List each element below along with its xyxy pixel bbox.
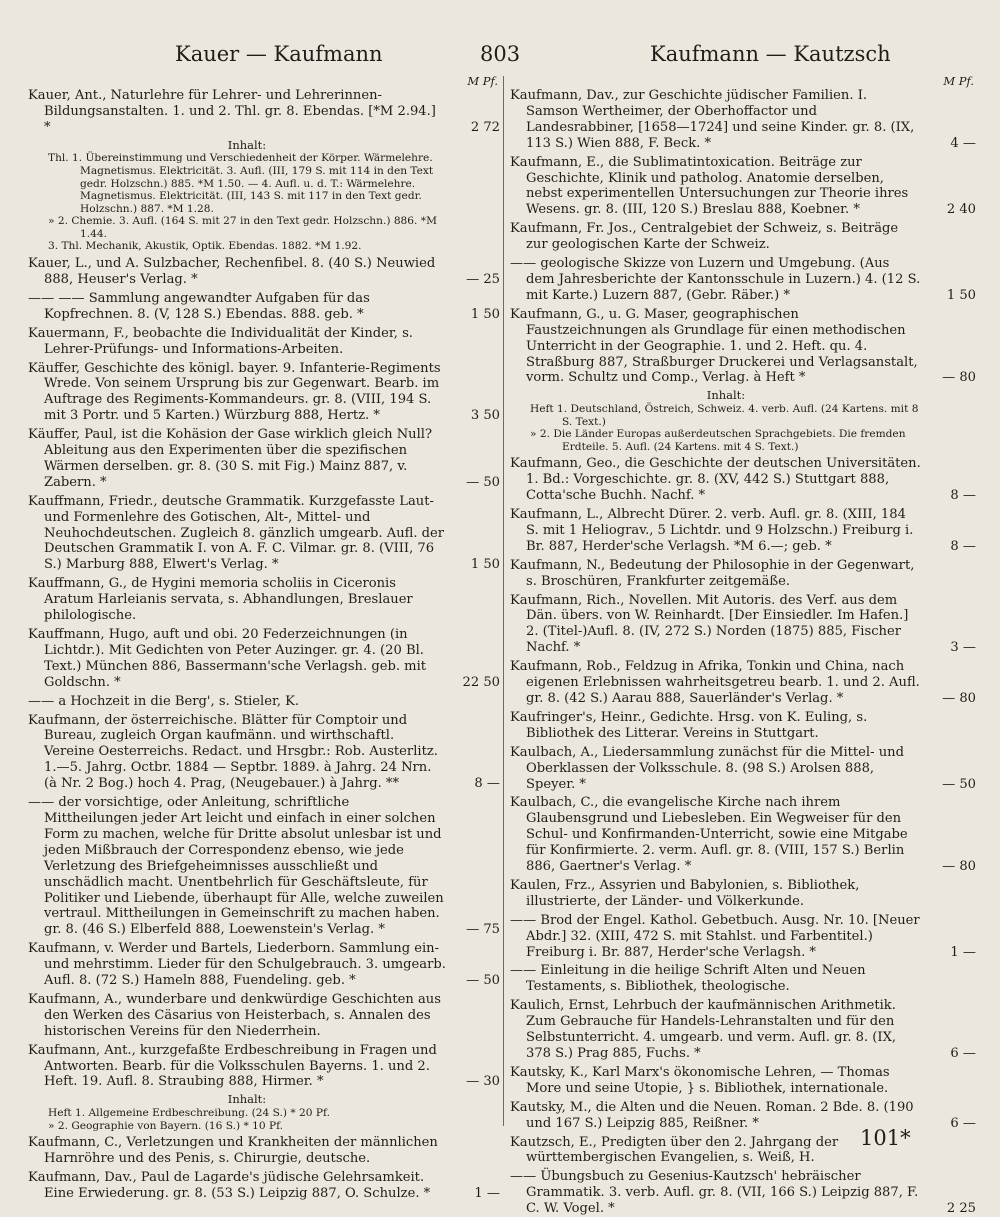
catalog-entry [28, 627, 500, 691]
entry-text: —— geologische Skizze von Luzern und Umgebung. (Aus dem Jahresberichte der Kantonsschule in Luzern.) 4. (12 S. mit Karte.) Luzern 887, (Gebr. Räber.) * [510, 256, 921, 303]
catalog-entry [28, 1170, 500, 1202]
entry-price: — 75 [466, 922, 500, 938]
catalog-entry [510, 507, 976, 555]
catalog-entry [28, 1135, 500, 1167]
signature-mark: 101* [860, 1126, 911, 1150]
column-divider [503, 76, 504, 1126]
entry-price: — 30 [466, 1074, 500, 1090]
entry-text: Kaufmann, G., u. G. Maser, geographischen Faustzeichnungen als Grundlage für einen methodischen Unterricht in der Geographie. 1. und 2. Heft. qu. 4. Straßburg 887, Straßburger Druckerei und Verlagsanstalt, vorm. Schultz und Comp., Verlag. à Heft * [510, 306, 918, 386]
currency-label: M Pf. [943, 74, 974, 88]
entry-text: Kaufmann, der österreichische. Blätter für Comptoir und Bureau, zugleich Organ kaufmänn. und wirthschaftl. Vereine Oesterreichs. Redact. und Hrsgbr.: Rob. Austerlitz. 1.—5. Jahrg. Octbr. 1884 — Septbr. 1889. à Jahrg. 24 Nrn. (à Nr. 2 Bog.) hoch 4. Prag, (Neugebauer.) à Jahrg. ** [28, 712, 438, 792]
entry-text: Kauffmann, G., de Hygini memoria scholiis in Ciceronis Aratum Harleianis servata, s. Abhandlungen, Breslauer philologische. [28, 576, 413, 624]
contents-heading: Inhalt: [227, 137, 267, 152]
left-column [28, 74, 500, 1201]
catalog-entry [28, 291, 500, 323]
catalog-entry [510, 456, 976, 504]
page-number: 803 [480, 42, 521, 66]
entry-text: Kaulbach, C., die evangelische Kirche nach ihrem Glaubensgrund und Liebesleben. Ein Wegweiser für den Schul- und Konfirmanden-Unterricht, sowie eine Mitgabe für Konfirmierte. 2. verm. Aufl. gr. 8. (VIII, 157 S.) Berlin 886, Gaertner's Verlag. * [510, 795, 908, 875]
catalog-entry [28, 256, 500, 288]
entry-text: Kauer, L., und A. Sulzbacher, Rechenfibel. 8. (40 S.) Neuwied 888, Heuser's Verlag. * [28, 256, 436, 287]
catalog-entry [510, 963, 976, 995]
entry-text: —— —— Sammlung angewandter Aufgaben für das Kopfrechnen. 8. (V, 128 S.) Ebendas. 888. geb. * [28, 290, 370, 322]
entry-text: Kaufmann, E., die Sublimatintoxication. Beiträge zur Geschichte, Klinik und patholog. Anatomie derselben, nebst experimentellen Untersuchungen zur Theorie ihres Wesens. gr. 8. (III, 120 S.) Breslau 888, Koebner. * [510, 154, 909, 218]
header-left: Kauer — Kaufmann [175, 42, 383, 66]
entry-price: 1 — [950, 944, 976, 960]
catalog-entry [28, 941, 500, 989]
contents-row: » 2. Chemie. 3. Aufl. (164 S. mit 27 in den Text gedr. Holzschn.) 886. *M 1.44. [48, 215, 437, 240]
catalog-entry [510, 307, 976, 387]
entry-price: 8 — [950, 488, 976, 504]
contents-row: Heft 1. Allgemeine Erdbeschreibung. (24 S.) * 20 Pf. [48, 1106, 330, 1119]
entry-text: Kaufmann, Geo., die Geschichte der deutschen Universitäten. 1. Bd.: Vorgeschichte. gr. 8. (XV, 442 S.) Stuttgart 888, Cotta'sche Buchh. Nachf. * [510, 456, 921, 504]
entry-price: 2 40 [946, 202, 976, 218]
entry-price: — 50 [466, 474, 500, 490]
entry-text: Kaufmann, L., Albrecht Dürer. 2. verb. Aufl. gr. 8. (XIII, 184 S. mit 1 Heliograv., 5 Lichtdr. und 9 Holzschn.) Freiburg i. Br. 887, Herder'sche Verlagsh. *M 6.—; geb. * [510, 507, 914, 554]
entry-price: 1 50 [946, 287, 976, 303]
catalog-entry [510, 795, 976, 875]
entry-price: — 80 [942, 370, 976, 386]
entry-text: Kaufmann, Dav., Paul de Lagarde's jüdische Gelehrsamkeit. Eine Erwiederung. gr. 8. (53 S.) Leipzig 887, O. Schulze. * [28, 1169, 431, 1201]
entry-text: Kautsky, M., die Alten und die Neuen. Roman. 2 Bde. 8. (190 und 167 S.) Leipzig 885, Reißner. * [510, 1099, 914, 1131]
catalog-entry [510, 88, 976, 152]
catalog-entry [28, 88, 500, 136]
entry-text: Kaulbach, A., Liedersammlung zunächst für die Mittel- und Oberklassen der Volksschule. 8. (98 S.) Arolsen 888, Speyer. * [510, 744, 904, 792]
catalog-entry [28, 992, 500, 1040]
entry-text: Kaufmann, C., Verletzungen und Krankheiten der männlichen Harnröhre und des Penis, s. Chirurgie, deutsche. [28, 1135, 438, 1167]
entry-text: Kautzsch, E., Predigten über den 2. Jahrgang der württembergischen Evangelien, s. Weiß, H. [510, 1134, 839, 1166]
catalog-entry [510, 155, 976, 219]
entry-price: 3 — [950, 640, 976, 656]
entry-price: 8 — [950, 538, 976, 554]
contents-block [510, 389, 976, 453]
entry-price: 1 50 [470, 306, 500, 322]
entry-text: Kauffmann, Friedr., deutsche Grammatik. Kurzgefasste Laut- und Formenlehre des Gotischen, Alt-, Mittel- und Neuhochdeutschen. Zugleich 8. gänzlich umgearb. Aufl. der Deutschen Grammatik I. von A. F. C. Vilmar. gr. 8. (VIII, 76 S.) Marburg 888, Elwert's Verlag. * [28, 493, 445, 573]
entry-text: Kaufmann, Fr. Jos., Centralgebiet der Schweiz, s. Beiträge zur geologischen Karte der Schweiz. [510, 221, 899, 253]
entry-text: Kaufmann, N., Bedeutung der Philosophie in der Gegenwart, s. Broschüren, Frankfurter zeitgemäße. [510, 557, 915, 589]
catalog-entry [28, 494, 500, 574]
entry-text: Kaufmann, Rob., Feldzug in Afrika, Tonkin und China, nach eigenen Erlebnissen wahrheitsgetreu bearb. 1. und 2. Aufl. gr. 8. (42 S.) Aarau 888, Sauerländer's Verlag. * [510, 659, 920, 706]
entry-price: 3 50 [470, 408, 500, 424]
entry-text: —— Übungsbuch zu Gesenius-Kautzsch' hebräischer Grammatik. 3. verb. Aufl. gr. 8. (VII, 166 S.) Leipzig 887, F. C. W. Vogel. * [510, 1169, 919, 1217]
entry-text: —— der vorsichtige, oder Anleitung, schriftliche Mittheilungen jeder Art leicht und einfach in einer solchen Form zu machen, welche für Dritte absolut unlesbar ist und jeden Mißbrauch der Correspondenz ebenso, wie jede Verletzung des Briefgeheimnisses ausschließt und unschädlich macht. Unentbehrlich für Geschäftsleute, für Politiker und Liebende, überhaupt für Alle, welche zuweilen vertraul. Mittheilungen in Gemeinschrift zu machen haben. gr. 8. (46 S.) Elberfeld 888, Loewenstein's Verlag. * [28, 795, 444, 938]
catalog-entry [510, 878, 976, 910]
entry-text: Kaufmann, Ant., kurzgefaßte Erdbeschreibung in Fragen und Antworten. Bearb. für die Volksschulen Bayerns. 1. und 2. Heft. 19. Aufl. 8. Straubing 888, Hirmer. * [28, 1042, 437, 1090]
entry-text: Kaulich, Ernst, Lehrbuch der kaufmännischen Arithmetik. Zum Gebrauche für Handels-Lehranstalten und für den Selbstunterricht. 4. umgearb. und verm. Aufl. gr. 8. (IX, 378 S.) Prag 885, Fuchs. * [510, 998, 897, 1061]
catalog-entry [510, 1065, 976, 1097]
contents-row: Thl. 1. Übereinstimmung und Verschiedenheit der Körper. Wärmelehre. Magnetismus. Elektricität. 3. Aufl. (III, 179 S. mit 114 in den Text gedr. Holzschn.) 885. *M 1.50. — 4. Aufl. u. d. T.: Wärmelehre. Magnetismus. Elektricität. (III, 143 S. mit 117 in den Text gedr. Holzschn.) 887. *M 1.28. [48, 152, 434, 215]
contents-row: Heft 1. Deutschland, Östreich, Schweiz. 4. verb. Aufl. (24 Kartens. mit 8 S. Text.) [530, 402, 919, 428]
catalog-entry [28, 326, 500, 358]
entry-text: Kaufmann, A., wunderbare und denkwürdige Geschichten aus den Werken des Cäsarius von Heisterbach, s. Annalen des historischen Vereins für den Niederrhein. [28, 991, 441, 1039]
catalog-entry [510, 593, 976, 657]
entry-text: Kauer, Ant., Naturlehre für Lehrer- und Lehrerinnen-Bildungsanstalten. 1. und 2. Thl. gr. 8. Ebendas. [*M 2.94.] * [28, 88, 436, 135]
catalog-entry [28, 427, 500, 491]
entry-text: —— Einleitung in die heilige Schrift Alten und Neuen Testaments, s. Bibliothek, theologische. [510, 963, 866, 995]
catalog-entry [510, 745, 976, 793]
catalog-entry [28, 795, 500, 938]
entry-text: Kauffmann, Hugo, auft und obi. 20 Federzeichnungen (in Lichtdr.). Mit Gedichten von Peter Auzinger. gr. 4. (20 Bl. Text.) München 886, Bassermann'sche Verlagsh. geb. mit Goldschn. * [28, 627, 427, 690]
entry-text: Kautsky, K., Karl Marx's ökonomische Lehren, — Thomas More und seine Utopie, } s. Bibliothek, internationale. [510, 1064, 890, 1096]
left-entries [28, 88, 500, 1202]
catalog-entry [510, 998, 976, 1062]
catalog-entry [510, 256, 976, 304]
entry-price: 2 72 [470, 119, 500, 135]
entry-text: Kaufmann, Dav., zur Geschichte jüdischer Familien. I. Samson Wertheimer, der Oberhoffactor und Landesrabbiner, [1658—1724] und seine Kinder. gr. 8. (IX, 113 S.) Wien 888, F. Beck. * [510, 88, 915, 151]
entry-text: Käuffer, Geschichte des königl. bayer. 9. Infanterie-Regiments Wrede. Von seinem Ursprung bis zur Gegenwart. Bearb. im Auftrage des Regiments-Kommandeurs. gr. 8. (VIII, 194 S. mit 3 Portr. und 5 Karten.) Würzburg 888, Hertz. * [28, 360, 441, 424]
entry-price: — 25 [466, 271, 500, 287]
contents-heading: Inhalt: [227, 1092, 267, 1107]
catalog-entry [510, 558, 976, 590]
catalog-entry [510, 1169, 976, 1217]
contents-block [28, 139, 500, 253]
header-right: Kaufmann — Kautzsch [650, 42, 891, 66]
currency-label: M Pf. [467, 74, 498, 88]
catalog-entry [510, 221, 976, 253]
entry-text: Kaulen, Frz., Assyrien und Babylonien, s. Bibliothek, illustrierte, der Länder- und Völkerkunde. [510, 877, 860, 909]
catalog-entry [28, 1043, 500, 1091]
entry-text: —— Brod der Engel. Kathol. Gebetbuch. Ausg. Nr. 10. [Neuer Abdr.] 32. (XIII, 472 S. mit Stahlst. und Farbentitel.) Freiburg i. Br. 887, Herder'sche Verlagsh. * [510, 912, 920, 960]
entry-price: 2 25 [946, 1201, 976, 1217]
contents-row: » 2. Geographie von Bayern. (16 S.) * 10 Pf. [48, 1119, 284, 1132]
entry-text: Kauermann, F., beobachte die Individualität der Kinder, s. Lehrer-Prüfungs- und Informations-Arbeiten. [28, 325, 413, 357]
entry-text: Kaufmann, Rich., Novellen. Mit Autoris. des Verf. aus dem Dän. übers. von W. Reinhardt. [Der Einsiedler. Im Hafen.] 2. (Titel-)Aufl. 8. (IV, 272 S.) Norden (1875) 885, Fischer Nachf. * [510, 592, 909, 656]
entry-price: — 50 [942, 776, 976, 792]
entry-price: 4 — [950, 135, 976, 151]
entry-text: Kaufringer's, Heinr., Gedichte. Hrsg. von K. Euling, s. Bibliothek des Litterar. Vereins in Stuttgart. [510, 709, 868, 741]
entry-price: 6 — [950, 1046, 976, 1061]
entry-price: 6 — [950, 1115, 976, 1131]
catalog-entry [28, 576, 500, 624]
entry-text: —— a Hochzeit in die Berg', s. Stieler, K. [28, 693, 300, 709]
catalog-entry [510, 710, 976, 742]
catalog-entry [28, 713, 500, 793]
contents-heading: Inhalt: [706, 388, 746, 403]
entry-price: 8 — [474, 776, 500, 792]
entry-text: Kaufmann, v. Werder und Bartels, Liederborn. Sammlung ein- und mehrstimm. Lieder für den Schulgebrauch. 3. umgearb. Aufl. 8. (72 S.) Hameln 888, Fuendeling. geb. * [28, 941, 446, 989]
entry-price: 1 — [474, 1185, 500, 1201]
running-header [0, 42, 1000, 76]
catalog-entry [28, 694, 500, 710]
right-column [510, 74, 976, 1217]
contents-row: » 2. Die Länder Europas außerdeutschen Sprachgebiets. Die fremden Erdteile. 5. Aufl. (24 Kartens. mit 4 S. Text.) [530, 428, 906, 453]
entry-price: — 50 [466, 973, 500, 989]
entry-price: — 80 [942, 859, 976, 875]
contents-block [28, 1093, 500, 1132]
contents-row: 3. Thl. Mechanik, Akustik, Optik. Ebendas. 1882. *M 1.92. [48, 240, 362, 253]
entry-text: Käuffer, Paul, ist die Kohäsion der Gase wirklich gleich Null? Ableitung aus den Experimenten über die spezifischen Wärmen derselben. gr. 8. (30 S. mit Fig.) Mainz 887, v. Zabern. * [28, 427, 432, 490]
right-entries [510, 88, 976, 1217]
entry-price: 1 50 [470, 557, 500, 573]
entry-price: — 80 [942, 690, 976, 706]
entry-price: 22 50 [462, 674, 500, 690]
catalog-entry [510, 913, 976, 961]
catalog-entry [510, 659, 976, 707]
catalog-entry [28, 361, 500, 425]
